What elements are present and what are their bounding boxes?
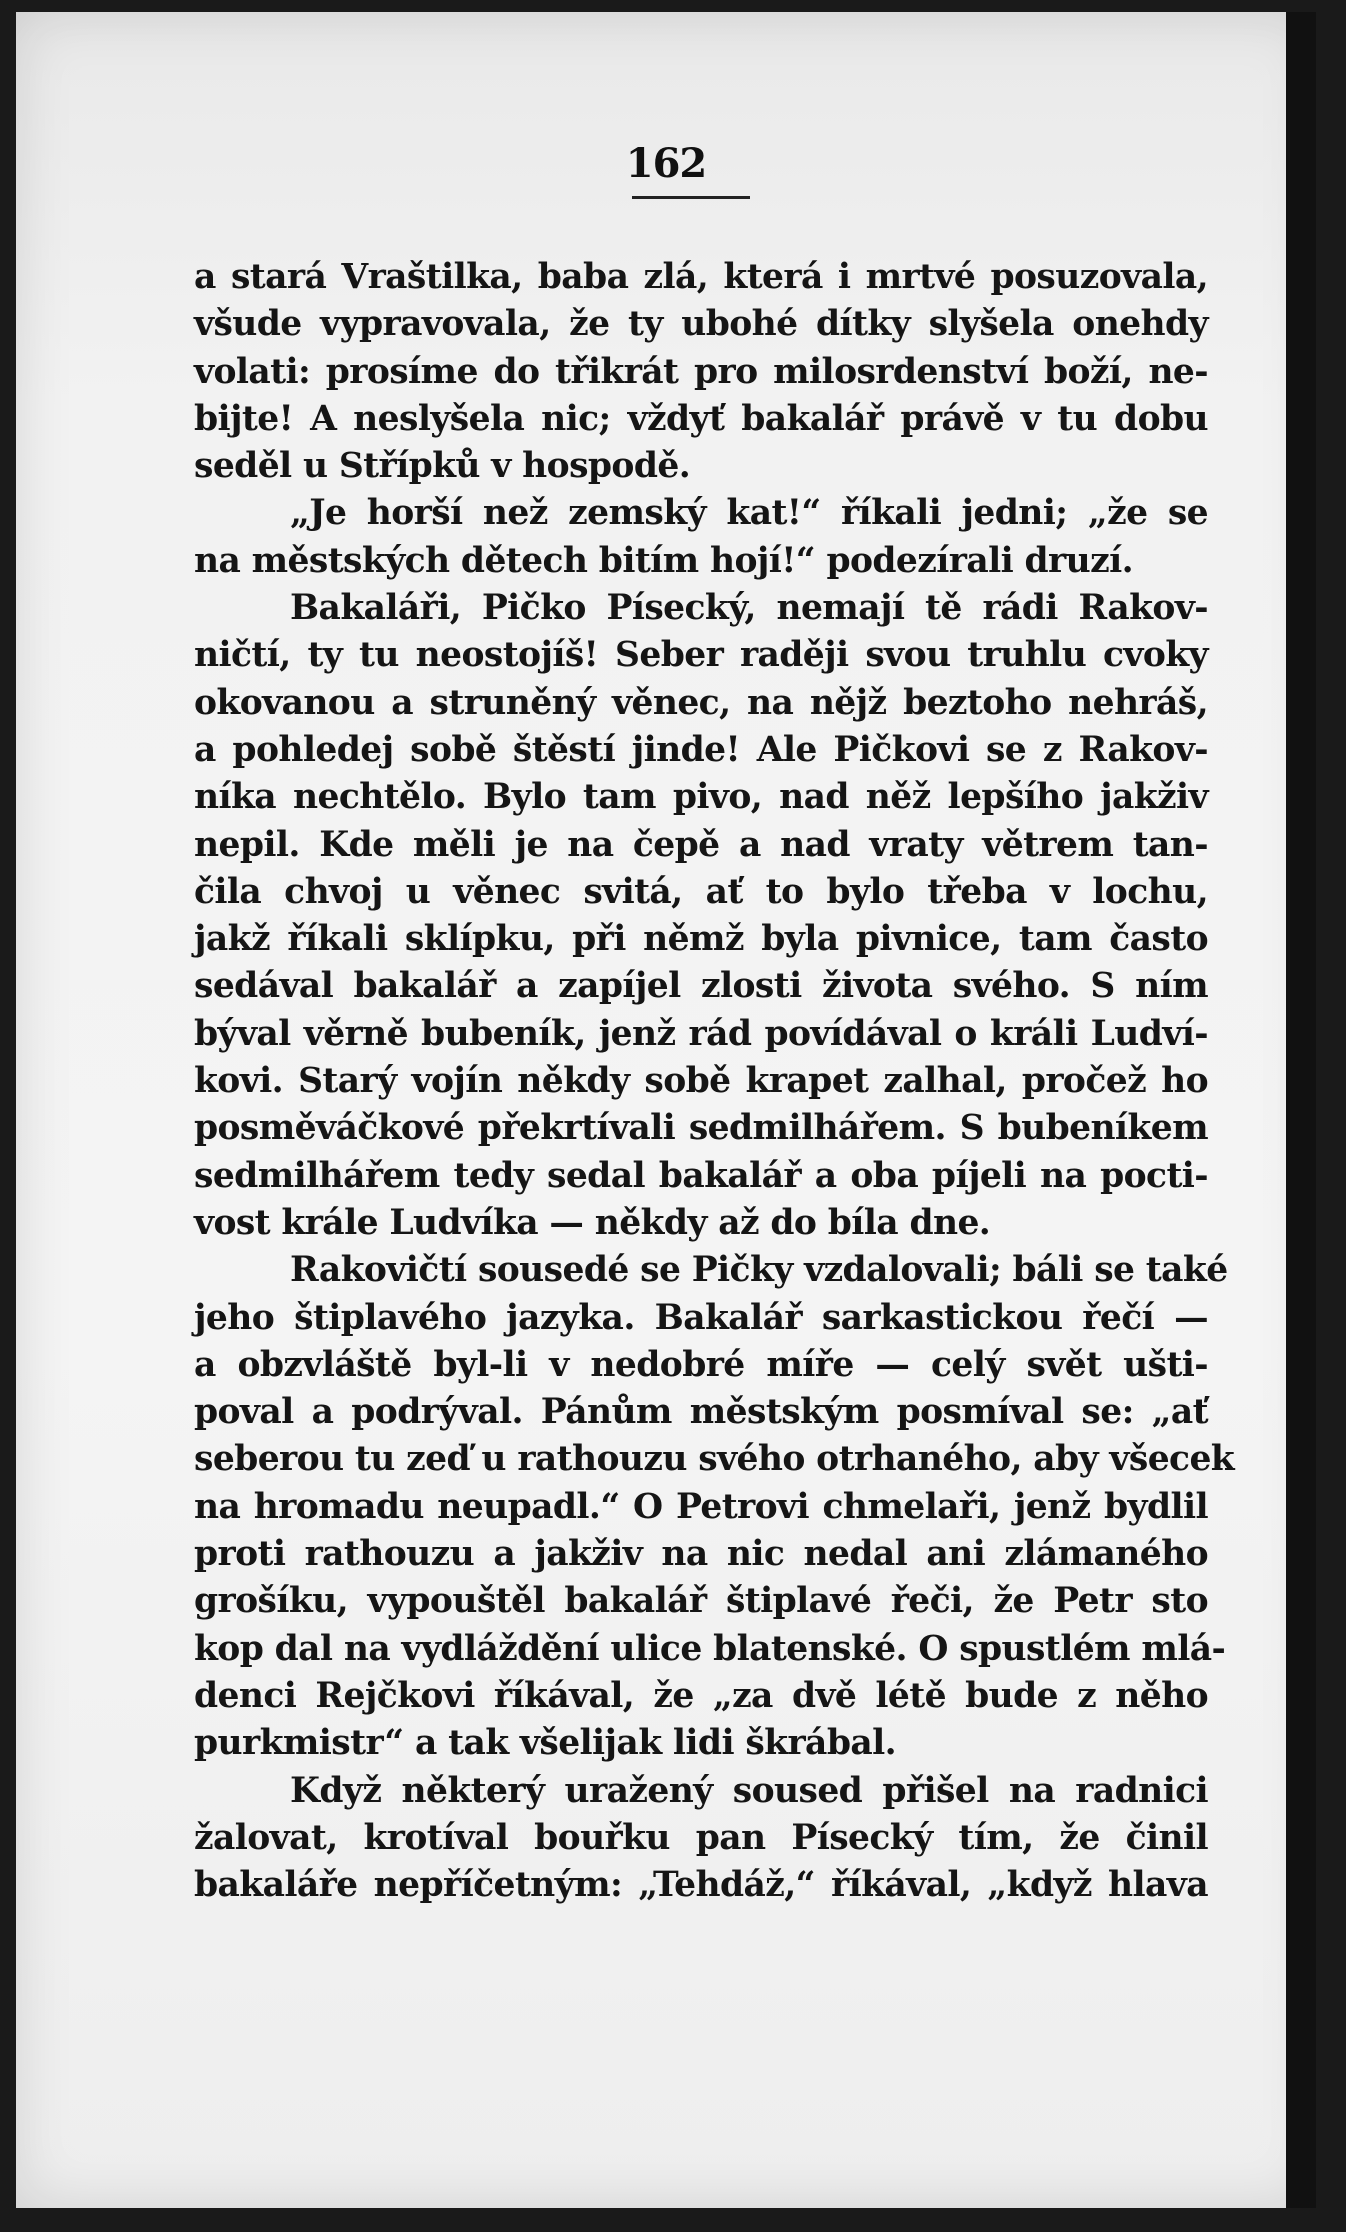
text-line: proti rathouzu a jakživ na nic nedal ani zlámaného <box>194 1534 1208 1575</box>
text-line: Když některý uražený soused přišel na radnici <box>290 1770 1208 1811</box>
text-line: na městských dětech bitím hojí!“ podezírali druzí. <box>194 540 1134 581</box>
text-line: kovi. Starý vojín někdy sobě krapet zalhal, pročež ho <box>194 1061 1208 1102</box>
text-line: bakaláře nepříčetným: „Tehdáž,“ říkával, „když hlava <box>194 1865 1208 1906</box>
text-line: poval a podrýval. Pánům městským posmíval se: „ať <box>194 1392 1208 1433</box>
body-text <box>194 254 1235 1909</box>
page-number: 162 <box>625 140 707 187</box>
text-line: žalovat, krotíval bouřku pan Písecký tím, že činil <box>194 1817 1208 1858</box>
text-line: okovanou a struněný věnec, na nějž beztoho nehráš, <box>194 682 1208 723</box>
text-line: Bakaláři, Pičko Písecký, nemají tě rádi Rakov- <box>290 588 1208 629</box>
text-line: níka nechtělo. Bylo tam pivo, nad něž lepšího jakživ <box>194 777 1208 818</box>
text-line: posměváčkové překrtívali sedmilhářem. S bubeníkem <box>194 1108 1208 1149</box>
text-line: Rakovičtí sousedé se Pičky vzdalovali; báli se také <box>290 1250 1228 1291</box>
text-line: na hromadu neupadl.“ O Petrovi chmelaři, jenž bydlil <box>194 1486 1208 1527</box>
text-line: všude vypravovala, že ty ubohé dítky slyšela onehdy <box>194 304 1208 345</box>
text-line: ničtí, ty tu neostojíš! Seber raději svou truhlu cvoky <box>194 635 1208 676</box>
text-line: „Je horší než zemský kat!“ říkali jedni; „že se <box>290 493 1208 534</box>
text-line: bijte! A neslyšela nic; vždyť bakalář právě v tu dobu <box>194 398 1208 439</box>
page-edge-shadow <box>1286 12 1316 2208</box>
text-line: volati: prosíme do třikrát pro milosrdenství boží, ne- <box>194 351 1208 392</box>
text-line: býval věrně bubeník, jenž rád povídával o králi Ludví- <box>194 1013 1208 1054</box>
text-line: a obzvláště byl-li v nedobré míře — celý svět ušti- <box>194 1344 1208 1385</box>
text-line: a stará Vraštilka, baba zlá, která i mrtvé posuzovala, <box>194 257 1208 297</box>
text-line: seděl u Střípků v hospodě. <box>194 446 691 487</box>
text-line: čila chvoj u věnec svitá, ať to bylo třeba v lochu, <box>194 871 1208 912</box>
page-number-rule <box>632 196 750 199</box>
text-line: jeho štiplavého jazyka. Bakalář sarkastickou řečí — <box>194 1297 1208 1338</box>
book-page <box>16 12 1316 2208</box>
text-line: seberou tu zeď u rathouzu svého otrhaného, aby všecek <box>194 1439 1235 1480</box>
text-line: kop dal na vydláždění ulice blatenské. O spustlém mlá- <box>194 1628 1226 1669</box>
text-line: nepil. Kde měli je na čepě a nad vraty větrem tan- <box>194 824 1208 865</box>
text-line: a pohledej sobě štěstí jinde! Ale Pičkovi se z Rakov- <box>194 729 1208 770</box>
text-line: sedával bakalář a zapíjel zlosti života svého. S ním <box>194 966 1208 1007</box>
text-line: purkmistr“ a tak všelijak lidi škrábal. <box>194 1723 897 1764</box>
text-line: grošíku, vypouštěl bakalář štiplavé řeči, že Petr sto <box>194 1581 1208 1622</box>
text-line: denci Rejčkovi říkával, že „za dvě létě bude z něho <box>194 1675 1208 1716</box>
text-line: sedmilhářem tedy sedal bakalář a oba píjeli na pocti- <box>194 1155 1208 1196</box>
text-line: jakž říkali sklípku, při němž byla pivnice, tam často <box>194 919 1208 960</box>
text-line: vost krále Ludvíka — někdy až do bíla dne. <box>194 1202 991 1243</box>
